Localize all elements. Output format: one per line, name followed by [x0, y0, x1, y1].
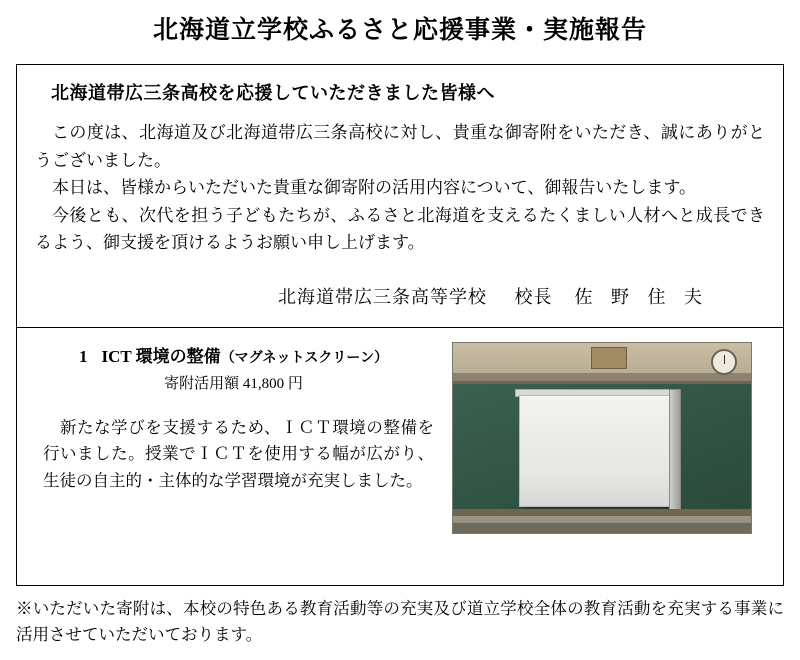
item-text-column [33, 342, 448, 534]
signature-line [35, 257, 765, 319]
greeting-body [35, 107, 765, 257]
signature-name: 佐 野 住 夫 [574, 286, 709, 307]
report-frame [16, 64, 784, 586]
item-title [37, 342, 448, 367]
greeting-paragraph-3: 今後とも、次代を担う子どもたちが、ふるさと北海道を支えるたくましい人材へと成長できるよう、御支援を頂けるようお願い申し上げます。 [35, 205, 765, 253]
greeting-paragraph-1: この度は、北海道及び北海道帯広三条高校に対し、貴重な御寄附をいただき、誠にありがとうございました。 [35, 123, 765, 170]
footnote: ※いただいた寄附は、本校の特色ある教育活動等の充実及び道立学校全体の教育活動を充実する事業に活用させていただいております。 [16, 599, 785, 645]
photo-magnet-screen [519, 395, 677, 507]
page-title: 北海道立学校ふるさと応援事業・実施報告 [152, 17, 647, 44]
photo-screen-roller [669, 389, 681, 511]
greeting-heading: 北海道帯広三条高校を応援していただきました皆様へ [51, 83, 495, 103]
photo-chalk-tray [453, 509, 751, 516]
item-amount: 寄附活用額 41,800 円 [164, 375, 303, 392]
item-title-paren: （マグネットスクリーン） [220, 350, 389, 366]
photo-wall-band [453, 373, 751, 381]
greeting-paragraph-2: 本日は、皆様からいただいた貴重な御寄附の活用内容について、御報告いたします。 [52, 178, 696, 198]
item-title-text: ICT 環境の整備 [101, 346, 221, 366]
item-photo-wrapper [452, 342, 752, 534]
item-description: 新たな学びを支援するため、ＩＣＴ環境の整備を行いました。授業でＩＣＴを使用する幅が広がり、生徒の自主的・主体的な学習環境が充実しました。 [43, 417, 434, 491]
item-section [17, 328, 783, 544]
photo-desk [453, 523, 751, 534]
photo-speaker [591, 347, 627, 369]
signature-role: 校長 [514, 286, 553, 307]
classroom-screen-photo [452, 342, 752, 534]
signature-school: 北海道帯広三条高等学校 [278, 286, 487, 307]
item-number: 1 [79, 346, 88, 366]
clock-icon [711, 349, 737, 375]
greeting-section [17, 65, 783, 327]
